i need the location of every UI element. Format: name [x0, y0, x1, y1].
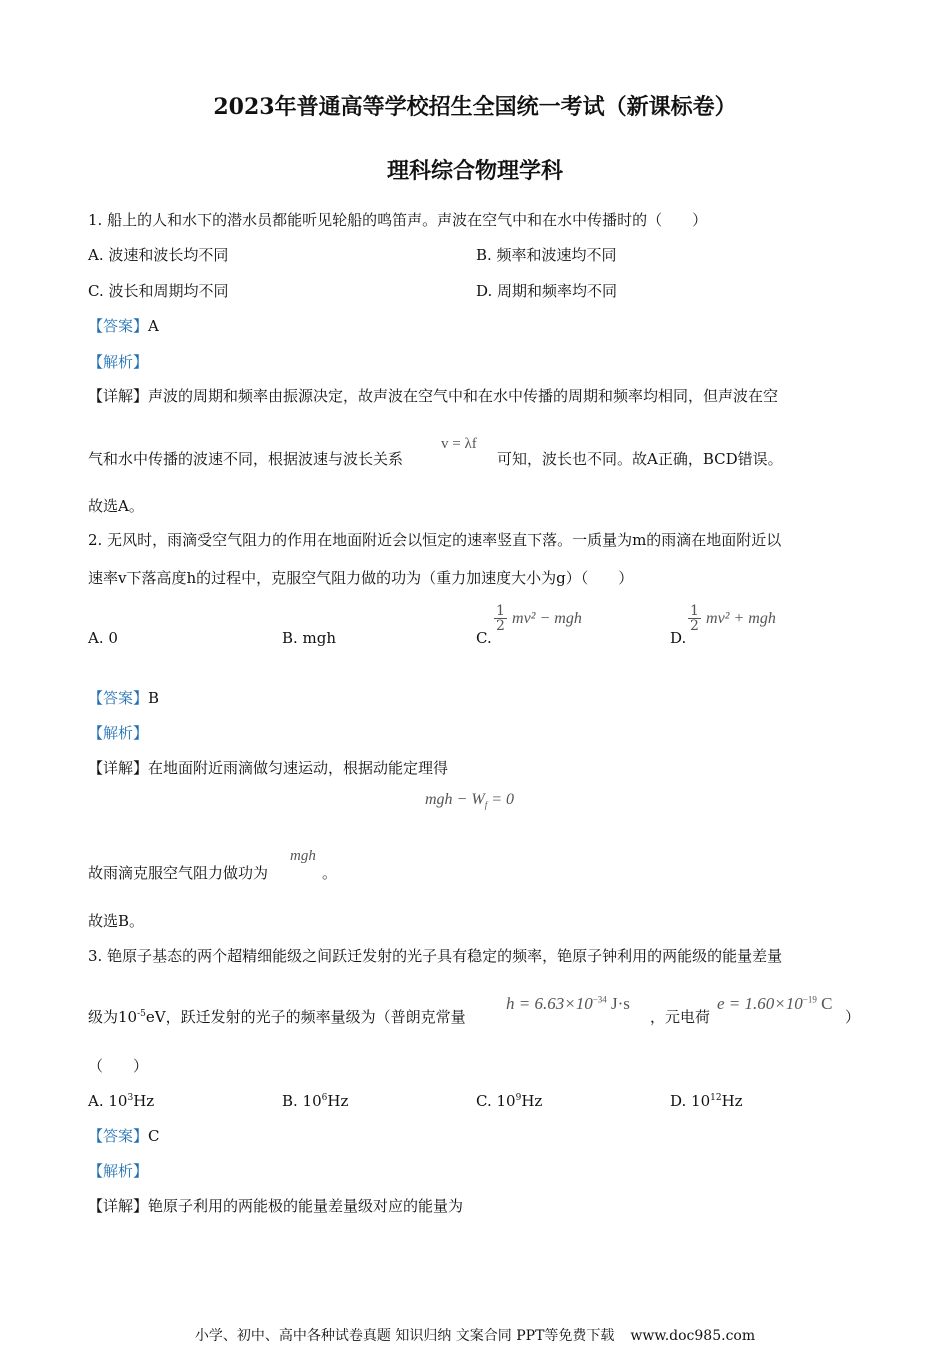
q1-option-c: C. 波长和周期均不同	[88, 282, 229, 300]
q1-detail-line-1: 【详解】声波的周期和频率由振源决定，故声波在空气中和在水中传播的周期和频率均相同，但声波在空	[88, 387, 779, 405]
q2-option-d-label: D.	[670, 629, 687, 647]
q3-option-b: B. $10^6Hz$	[282, 1092, 349, 1110]
footer-text: 小学、初中、高中各种试卷真题 知识归纳 文案合同 PPT等免费下载	[194, 1328, 615, 1344]
q3-answer: 【答案】C	[88, 1127, 160, 1145]
q3-detail-line-1: 【详解】铯原子利用的两能极的能量差量级对应的能量为	[88, 1197, 464, 1215]
exam-title: 2023年普通高等学校招生全国统一考试（新课标卷）	[213, 94, 737, 120]
q2-option-d-formula: $\frac{1}{2}$ mv² + mgh	[690, 603, 776, 634]
q3-analysis-tag: 【解析】	[88, 1162, 149, 1180]
q2-option-a: A. 0	[88, 629, 118, 647]
q3-stem-line-2d: ）	[845, 1008, 861, 1026]
q1-option-d: D. 周期和频率均不同	[476, 282, 618, 300]
q3-stem-line-2: 级为$10^{-5}eV$，跃迁发射的光子的频率量级为（普朗克常量	[88, 1008, 466, 1026]
q2-stem-line-2: 速率v下落高度h的过程中，克服空气阻力做的功为（重力加速度大小为g）（ ）	[88, 569, 634, 587]
q3-option-d: D. $10^{12}Hz$	[670, 1092, 743, 1110]
answer-tag: 【答案】	[88, 317, 149, 335]
q3-charge-formula: $e = 1.60\times 10^{-19}$ C	[717, 994, 833, 1013]
q2-stem-line-1: 2. 无风时，雨滴受空气阻力的作用在地面附近会以恒定的速率竖直下落。一质量为m的雨滴在地面附近以	[88, 531, 782, 549]
q1-answer-value: A	[148, 317, 159, 335]
q1-conclusion: 故选A。	[88, 497, 144, 515]
q1-stem: 1. 船上的人和水下的潜水员都能听见轮船的鸣笛声。声波在空气中和在水中传播时的（ ）	[88, 211, 708, 229]
q1-detail-line-2a: 气和水中传播的波速不同，根据波速与波长关系	[88, 450, 404, 468]
footer-link[interactable]: www.doc985.com	[630, 1328, 756, 1344]
q3-option-a: A. $10^3Hz$	[88, 1092, 155, 1110]
q2-detail-line-1: 【详解】在地面附近雨滴做匀速运动，根据动能定理得	[88, 759, 449, 777]
q1-analysis-tag: 【解析】	[88, 353, 149, 371]
q1-answer	[88, 316, 159, 336]
half-fraction: $\frac{1}{2}$	[690, 603, 699, 634]
half-fraction: $\frac{1}{2}$	[496, 603, 505, 634]
q3-answer-value: C	[148, 1127, 160, 1145]
q1-option-b: B. 频率和波速均不同	[476, 246, 617, 264]
q2-answer: 【答案】B	[88, 689, 160, 707]
q2-equation: mgh − $W_f = 0$	[425, 791, 514, 811]
q2-detail-line-2a: 故雨滴克服空气阻力做功为	[88, 864, 269, 882]
q2-detail-line-2b: 。	[322, 864, 338, 882]
q2-option-b: B. mgh	[282, 629, 337, 647]
q1-detail-line-2b: 可知，波长也不同。故A正确，BCD错误。	[497, 450, 783, 468]
page-footer	[0, 1325, 950, 1345]
q2-conclusion: 故选B。	[88, 912, 145, 930]
q2-option-c-formula: $\frac{1}{2}$ mv² − mgh	[496, 603, 582, 634]
q1-formula: v = λf	[441, 436, 477, 452]
q3-option-c: C. $10^9Hz$	[476, 1092, 543, 1110]
q2-option-c-label: C.	[476, 629, 492, 647]
detail-tag: 【详解】	[88, 387, 149, 405]
q3-stem-line-2c: ，元电荷	[650, 1008, 711, 1026]
q3-stem-line-1: 3. 铯原子基态的两个超精细能级之间跃迁发射的光子具有稳定的频率，铯原子钟利用的两能级的能量差量	[88, 947, 783, 965]
q2-analysis-tag: 【解析】	[88, 724, 149, 742]
q3-paren: （ ）	[88, 1057, 149, 1075]
exam-subtitle: 理科综合物理学科	[386, 158, 563, 184]
q1-option-a: A. 波速和波长均不同	[88, 246, 229, 264]
q2-answer-value: B	[148, 689, 160, 707]
q3-planck-formula: $h = 6.63\times 10^{-34}$ J·s	[506, 994, 630, 1013]
q2-work-formula: mgh	[290, 848, 316, 864]
